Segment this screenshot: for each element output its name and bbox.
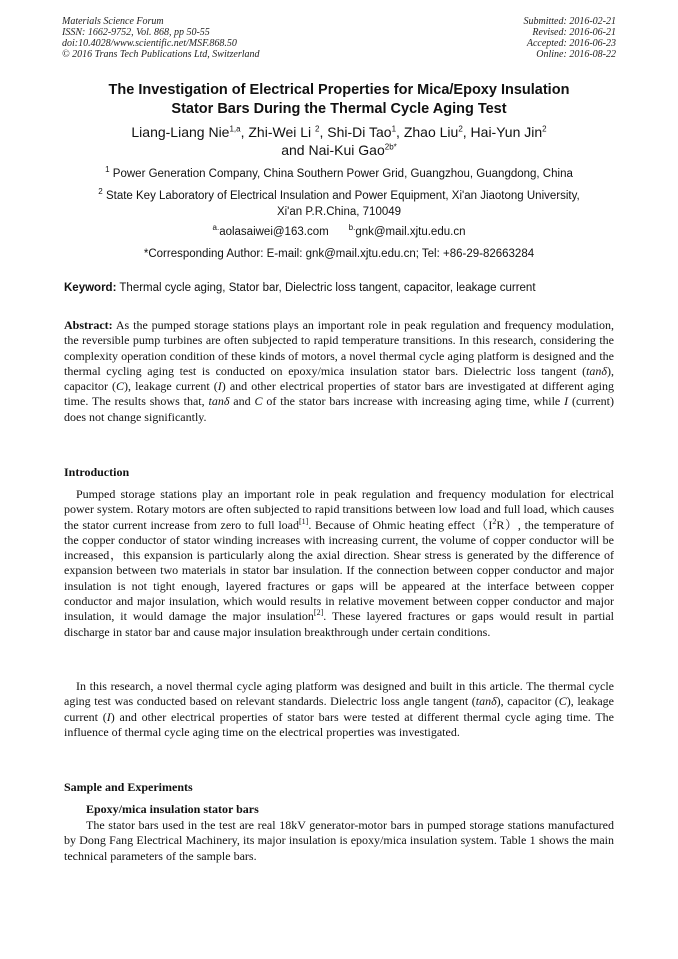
author-line-1: Liang-Liang Nie$^{1,a}$, Zhi-Wei Li $^2$, Shi-Di Tao$^1$, Zhao Liu$^2$, Hai-Yun Jin$^2$ bbox=[131, 124, 547, 140]
author-name: Zhao Liu bbox=[403, 124, 459, 140]
doi-line: doi:10.4028/www.scientific.net/MSF.868.50 bbox=[62, 38, 237, 49]
author-sup: 2 bbox=[458, 124, 463, 134]
author-sup: 2b* bbox=[384, 142, 397, 152]
author-line-2 bbox=[62, 141, 616, 159]
issn-line: ISSN: 1662-9752, Vol. 868, pp 50-55 bbox=[62, 27, 210, 38]
sample-subheading: Epoxy/mica insulation stator bars bbox=[86, 802, 259, 816]
title-line-1: The Investigation of Electrical Properties for Mica/Epoxy Insulation bbox=[108, 82, 570, 98]
abstract: Abstract: As the pumped storage stations plays an important role in peak regulation and frequency modulation, the reversible pump turbines are often subjected to rapid temperature transitions. In this research, considering the complexity operation condition of these kinds of motors, a novel thermal cycle aging platform is designed and the thermal cycling aging test is conducted on epoxy/mica insulation stator bars. Dielectric loss tangent (tanδ), capacitor (C), leakage current (I) and other electrical properties of stator bars are investigated at different aging time. The results shows that, tanδ and C of the stator bars increase with increasing aging time, while I (current) does not change significantly. bbox=[64, 318, 614, 424]
introduction-heading: Introduction bbox=[64, 465, 130, 479]
online-date: Online: 2016-08-22 bbox=[536, 49, 616, 60]
sample-heading: Sample and Experiments bbox=[64, 780, 193, 794]
journal-name: Materials Science Forum bbox=[62, 16, 164, 27]
author-name: Liang-Liang Nie bbox=[131, 124, 230, 140]
email-b: gnk@mail.xjtu.edu.cn bbox=[355, 226, 466, 238]
abstract-label: Abstract: bbox=[64, 318, 113, 332]
revised-date: Revised: 2016-06-21 bbox=[532, 27, 616, 38]
affiliation-sup: 2 bbox=[98, 187, 103, 197]
journal-info bbox=[62, 16, 260, 60]
accepted-date: Accepted: 2016-06-23 bbox=[526, 38, 616, 49]
email-list bbox=[62, 224, 616, 240]
affiliation-sup: 1 bbox=[105, 165, 110, 175]
author-name: Hai-Yun Jin bbox=[470, 124, 543, 140]
email-sup: b. bbox=[348, 223, 356, 233]
keyword-text: Thermal cycle aging, Stator bar, Dielectric loss tangent, capacitor, leakage current bbox=[116, 282, 536, 294]
citation: [2] bbox=[313, 608, 324, 618]
author-name: Zhi-Wei Li bbox=[248, 124, 316, 140]
affiliation-text-2: Xi'an P.R.China, 710049 bbox=[276, 206, 402, 218]
affiliation-text: State Key Laboratory of Electrical Insulation and Power Equipment, Xi'an Jiaotong University, bbox=[105, 190, 580, 202]
affiliation-2 bbox=[62, 188, 616, 220]
title-line-2: Stator Bars During the Thermal Cycle Aging Test bbox=[171, 101, 507, 117]
introduction-paragraph-2: In this research, a novel thermal cycle aging platform was designed and built in this article. The thermal cycle aging test was conducted based on relevant standards. Dielectric loss angle tangent (tanδ), capacitor (C), leakage current (I) and other electrical properties of stator bars were tested at different thermal cycle aging time. The influence of thermal cycle aging time on the electrical properties was investigated. bbox=[64, 679, 614, 739]
author-sup: 1 bbox=[391, 124, 397, 134]
email-a: aolasaiwei@163.com bbox=[219, 226, 329, 238]
author-list bbox=[62, 123, 616, 159]
keyword-label: Keyword: bbox=[64, 282, 117, 294]
submitted-date: Submitted: 2016-02-21 bbox=[523, 16, 616, 27]
author-sup: 2 bbox=[315, 124, 320, 134]
copyright-line: © 2016 Trans Tech Publications Ltd, Switzerland bbox=[62, 49, 260, 60]
introduction-paragraph-1: Pumped storage stations play an important role in peak regulation and frequency modulation for electrical power system. Rotary motors are often subjected to rapid transitions between low load and full load, which causes the stator current increase from zero to full load[1]. Because of Ohmic heating $effect(I^2R)$, the temperature of the copper conductor of stator winding increases with increasing current, the volume of copper conductor will be increased，this expansion is particularly along the axial direction. Shear stress is generated by the difference of expansion between two materials in stator bar insulation. If the connection between copper conductor and major insulation is not tight enough, layered fractures or gaps will be appeared at the interface between copper conductor and major insulation, which would results in relative movement between copper conductor and major insulation, it would damage the major insulation[2]. These layered fractures or gaps would result in partial discharge in stator bar and cause major insulation breakthrough under certain conditions. bbox=[64, 487, 614, 639]
corresponding-author: *Corresponding Author: E-mail: gnk@mail.xjtu.edu.cn; Tel: +86-29-82663284 bbox=[143, 248, 535, 260]
citation: [1] bbox=[299, 516, 309, 526]
affiliation-1 bbox=[62, 166, 616, 182]
author-name: Shi-Di Tao bbox=[327, 124, 392, 140]
submission-dates bbox=[524, 16, 617, 60]
affiliation-text: Power Generation Company, China Southern Power Grid, Guangzhou, Guangdong, China bbox=[112, 168, 573, 180]
paper-title bbox=[62, 81, 616, 119]
author-sup: 1,a bbox=[229, 124, 241, 134]
email-sup: a. bbox=[212, 223, 220, 233]
author-sup: 2 bbox=[542, 124, 547, 134]
keywords bbox=[64, 280, 616, 296]
author-name: and Nai-Kui Gao bbox=[281, 142, 385, 158]
sample-paragraph-1: The stator bars used in the test are real 18kV generator-motor bars in pumped storage stations manufactured by Dong Fang Electrical Machinery, its major insulation is epoxy/mica insulation system. Table 1 shows the main technical parameters of the sample bars. bbox=[64, 818, 614, 863]
